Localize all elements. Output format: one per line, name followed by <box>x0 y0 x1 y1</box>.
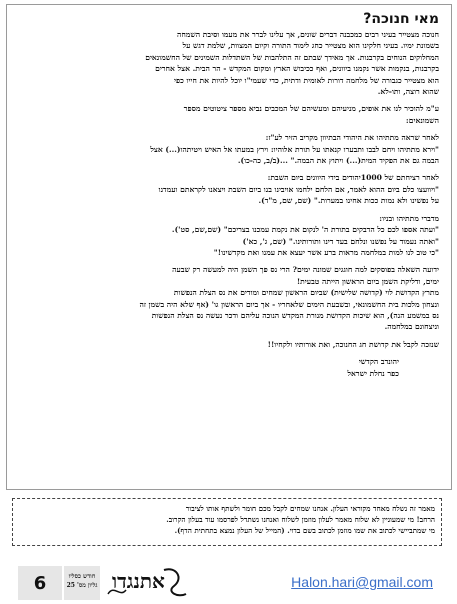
text-line: הבמה גם את הפקיד המית(...) ויתוץ את הבמה." ...(ב/ב, כה-כו). <box>237 156 439 166</box>
note-line: מאמר זה נשלח מאחד מקוראי העלון. אנחנו שמחים לקבל מכם חומר ולשתף אותו לציבור <box>185 504 435 513</box>
text-line: בקרבנות, בנקמות אשר נקמנו ביוונים, ואף ככיבוש הארץ ומקום המקדש - הר הבית. אצל אחרים <box>155 64 439 74</box>
text-line: ימים, ודליקת השמן ביום הראשון הייתה טבעית! <box>296 276 439 286</box>
text-line: שנזכה לקבל את קדושת חג החנוכה, ואת אורותיו ולקחיו!! <box>267 339 439 349</box>
text-line: מדברי מתתיהו ובניו: <box>379 213 439 223</box>
text-line: "ויוועצו כלם ביום ההוא לאמר, אם הלחם ילחמו אויבינו בנו ביום השבת ויצאנו לקראתם ועמדנו <box>158 184 439 194</box>
text-line: לאחר רציחתם של 1000יהודים בידי היוונים ביום השבת: <box>267 173 439 183</box>
article-title: מאי חנוכה? <box>363 11 439 27</box>
text-line: "ועתה אספו לכם כל הדבקים בתורת ה' לנקום את נקמת עמכנו בצריכם" (שם,שם, סט'). <box>171 225 439 235</box>
author-name: יהונדב הקדשי <box>358 357 399 367</box>
logo-text: אתנגדו <box>112 569 165 593</box>
author-signature <box>17 356 399 379</box>
paragraph-quote-2 <box>17 172 439 206</box>
issue-month: חודש כסליו <box>68 573 96 580</box>
text-line: ידועה השאלה בפוסקים למה חוגגים שמונה ימים? הרי נס פך השמן היה למעשה רק שבעה <box>172 265 439 275</box>
page-number: 6 <box>33 572 47 594</box>
text-line: "כי טוב לנו למות במלחמה מראות ברע אשר יעצא את עמנו ואת מקדשינו!" <box>213 247 439 257</box>
text-line: מתרץ הקדושת לוי (קדושה שלישית) שביום הראשון שמחים ומודים את נס הצלת הנפשות <box>173 288 439 298</box>
paragraph-question <box>17 264 439 332</box>
note-line: מי שמתביישי לכתוב את שמו מוזמן לכתוב בשם בדוי. (המייל של העלון נמצא בתחתית הדף). <box>174 526 435 535</box>
text-line: ע"מ להוכיר לנו את אופים, מניעיהם ומעשיהם של המכבים נביא מספר ציטוטים מספר <box>183 104 439 114</box>
text-line: "וירא מתתיהו ויחם לבבו ותבערו קנאתו על תורת אלוהיו: וירץ במעתו אל האיש ויטיתהו(...) אצל <box>150 144 439 154</box>
page-number-box <box>18 566 62 600</box>
article-body <box>17 11 439 483</box>
paragraph-quote-3 <box>17 213 439 259</box>
text-line: ונצחון מלכות בית החשמונאי, ובשבעת הימים שלאחריו - אך ביום הראשון גו' (אף שלא היה בשמן זה <box>139 299 439 309</box>
issue-info <box>64 566 100 600</box>
article-frame <box>6 4 452 490</box>
paragraph-quote-1 <box>17 132 439 166</box>
paragraph-quotes-intro <box>17 103 439 126</box>
text-line: וניצחונם במלחמה. <box>384 322 439 332</box>
note-line: הרחב! מי שמעוניין לא שלוח מאמר לעלון מוזמן לשלוח ואנחנו נשתדל לפרסמו עוד בעלון הקרוב. <box>166 515 435 524</box>
reader-note-box <box>12 498 442 546</box>
text-line: בשמונת ימיו. בעיני חלקינו הוא מצטייר כחג לימוד התורה וקיום המצוות, שלמת דגש על <box>182 41 439 51</box>
issue-number: גליון מס' 25 <box>66 582 98 589</box>
text-line: "ואתה נעמוד על נפשנו ונלחם בעד דינו ותורותינו." (שם, ג', כא') <box>242 236 439 246</box>
page-footer <box>0 566 457 604</box>
author-location: כפר נחלת ישראל <box>347 368 399 378</box>
text-line: נס במשמע הנה), הוא שיכות הקדושת מנורת המקדש הנוכה עליהם ודכר נעשה נס הצלת הנפשות <box>151 310 439 320</box>
text-line: הוא מצטייר כגבורה של מלחמה דורות לאומית ודתית, כדי שעמי"ו יוכל להיות את חייו כפי <box>174 75 439 85</box>
text-line: שהוא רוצה, ותו-לא. <box>377 87 439 97</box>
contact-email-link[interactable]: Halon.hari@gmail.com <box>291 574 433 590</box>
paragraph-intro <box>17 29 439 97</box>
text-line: חנוכה מצטייר בעיני רבים כמכבנה דברים שונים, אך עלינו לברר את מעמו וסיבת השמחה <box>177 30 439 39</box>
text-line: השמונאים: <box>405 115 439 125</box>
text-line: המחלוקים הנוחים בקרבנות. אך מאידך שבתם זה התלהבות של השתדלות השמינים של החשמונאים <box>145 52 439 62</box>
text-line: על נפשינו ולא נמות ככות אחינו במערות." (שם, שם, מ"ד). <box>258 196 439 206</box>
newsletter-logo <box>104 564 188 602</box>
paragraph-blessing <box>17 339 439 350</box>
text-line: לאחר שראה מתתיהו את היהודי הבתיוון מקריב הזיר לע"ז: <box>265 133 439 143</box>
